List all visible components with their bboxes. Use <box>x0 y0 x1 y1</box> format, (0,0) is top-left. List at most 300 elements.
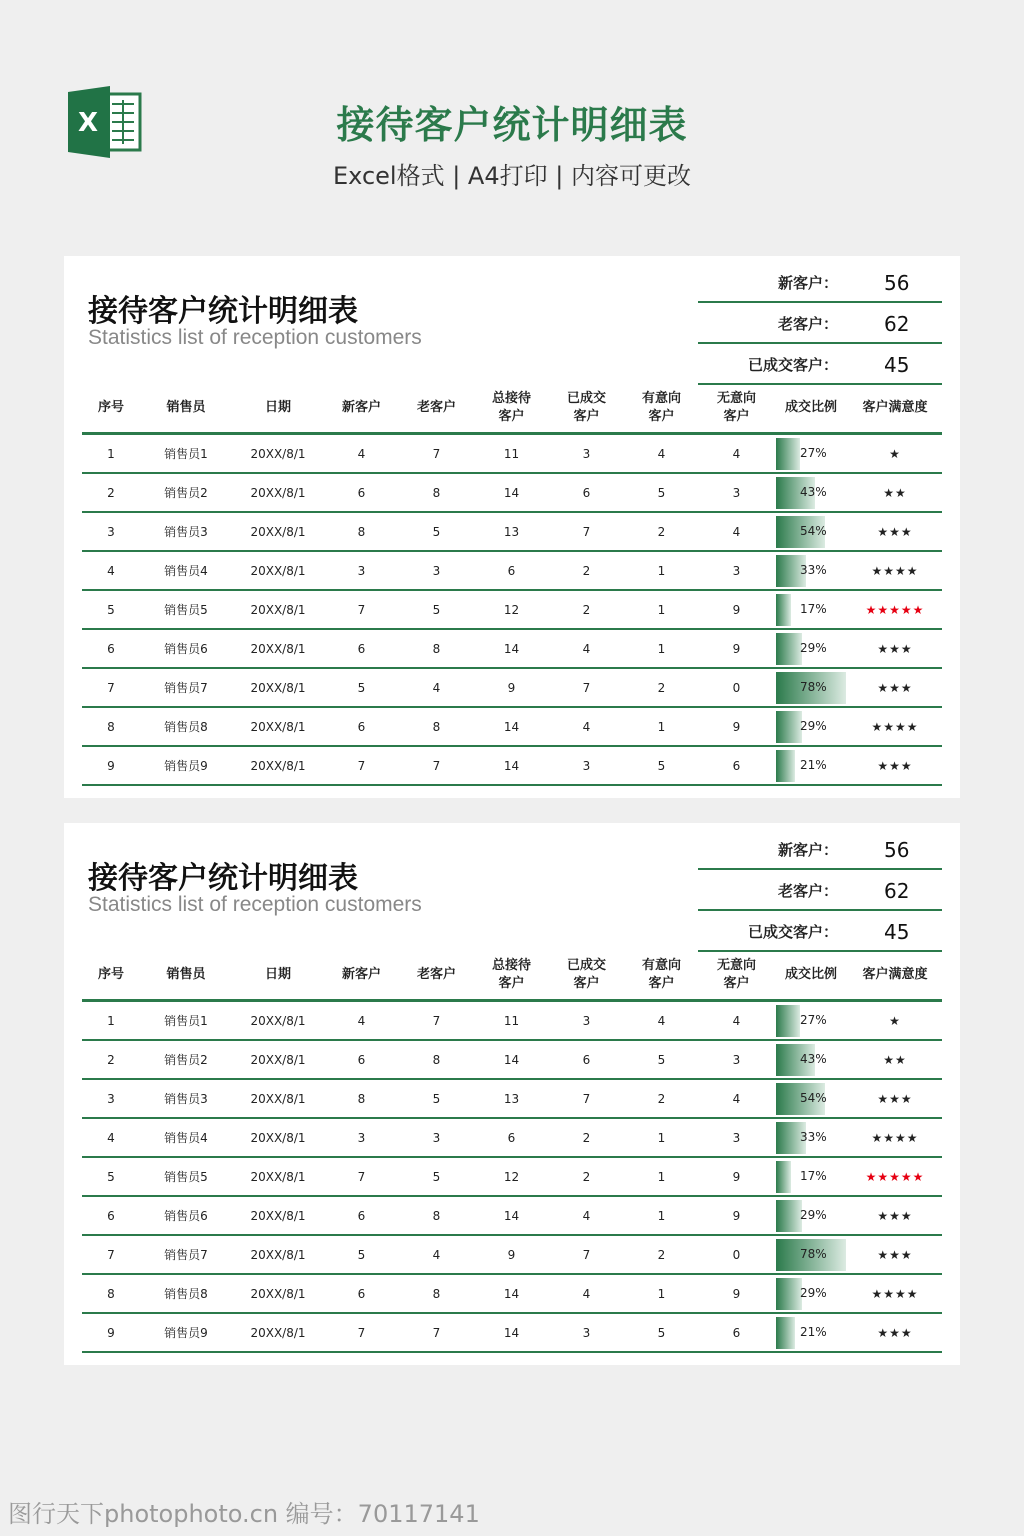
column-header: 总接待 客户 <box>474 384 549 434</box>
satisfaction-stars: ★★ <box>848 473 942 512</box>
rate-label: 17% <box>800 602 827 616</box>
cell-old: 4 <box>399 1235 474 1274</box>
cell-rate <box>774 1274 848 1313</box>
summary-row <box>698 829 942 870</box>
cell-no: 7 <box>82 668 140 707</box>
cell-total: 14 <box>474 746 549 785</box>
cell-total: 12 <box>474 1157 549 1196</box>
satisfaction-stars: ★ <box>848 434 942 474</box>
cell-no: 2 <box>82 1040 140 1079</box>
column-header: 成交比例 <box>774 384 848 434</box>
cell-no: 3 <box>82 512 140 551</box>
cell-rate <box>774 434 848 474</box>
cell-nointent: 0 <box>699 1235 774 1274</box>
rate-label: 17% <box>800 1169 827 1183</box>
satisfaction-stars: ★★★ <box>848 512 942 551</box>
rate-label: 43% <box>800 485 827 499</box>
satisfaction-stars: ★★★ <box>848 1235 942 1274</box>
cell-date: 20XX/8/1 <box>232 1118 324 1157</box>
cell-total: 13 <box>474 1079 549 1118</box>
cell-old: 8 <box>399 473 474 512</box>
cell-intent: 5 <box>624 1313 699 1352</box>
summary-value: 45 <box>884 920 910 944</box>
rate-label: 21% <box>800 758 827 772</box>
table-header-row <box>82 384 942 434</box>
summary-value: 56 <box>884 271 910 295</box>
cell-total: 14 <box>474 707 549 746</box>
cell-new: 5 <box>324 668 399 707</box>
rate-bar <box>776 1161 791 1193</box>
cell-seller: 销售员1 <box>140 434 232 474</box>
summary-row <box>698 262 942 303</box>
cell-new: 5 <box>324 1235 399 1274</box>
rate-label: 29% <box>800 1286 827 1300</box>
rate-label: 27% <box>800 1013 827 1027</box>
rate-bar <box>776 1200 802 1232</box>
rate-bar <box>776 711 802 743</box>
cell-no: 1 <box>82 1001 140 1041</box>
cell-total: 6 <box>474 551 549 590</box>
cell-intent: 4 <box>624 1001 699 1041</box>
panel-subtitle: Statistics list of reception customers <box>88 893 422 916</box>
cell-deal: 6 <box>549 1040 624 1079</box>
satisfaction-stars: ★★★★★ <box>848 590 942 629</box>
cell-intent: 1 <box>624 629 699 668</box>
cell-total: 11 <box>474 434 549 474</box>
svg-text:X: X <box>77 108 99 138</box>
satisfaction-stars: ★★★★ <box>848 1118 942 1157</box>
satisfaction-stars: ★★★ <box>848 668 942 707</box>
cell-seller: 销售员3 <box>140 512 232 551</box>
rate-bar <box>776 438 800 470</box>
column-header: 无意向 客户 <box>699 384 774 434</box>
cell-deal: 2 <box>549 590 624 629</box>
cell-deal: 3 <box>549 746 624 785</box>
cell-no: 7 <box>82 1235 140 1274</box>
cell-old: 5 <box>399 1079 474 1118</box>
column-header: 新客户 <box>324 951 399 1001</box>
cell-intent: 1 <box>624 1118 699 1157</box>
cell-old: 7 <box>399 1313 474 1352</box>
cell-new: 3 <box>324 1118 399 1157</box>
table-row <box>82 1040 942 1079</box>
table-row <box>82 629 942 668</box>
column-header: 客户满意度 <box>848 951 942 1001</box>
rate-bar <box>776 1005 800 1037</box>
cell-deal: 3 <box>549 1001 624 1041</box>
cell-date: 20XX/8/1 <box>232 629 324 668</box>
cell-new: 6 <box>324 1040 399 1079</box>
summary-value: 56 <box>884 838 910 862</box>
cell-deal: 2 <box>549 551 624 590</box>
cell-intent: 5 <box>624 1040 699 1079</box>
column-header: 有意向 客户 <box>624 951 699 1001</box>
cell-nointent: 9 <box>699 590 774 629</box>
cell-new: 6 <box>324 473 399 512</box>
cell-no: 3 <box>82 1079 140 1118</box>
cell-old: 3 <box>399 1118 474 1157</box>
cell-seller: 销售员2 <box>140 473 232 512</box>
cell-new: 6 <box>324 629 399 668</box>
cell-new: 7 <box>324 746 399 785</box>
cell-deal: 6 <box>549 473 624 512</box>
cell-old: 5 <box>399 590 474 629</box>
rate-label: 29% <box>800 719 827 733</box>
table-row <box>82 1157 942 1196</box>
table-header-row <box>82 951 942 1001</box>
rate-bar <box>776 633 802 665</box>
cell-seller: 销售员4 <box>140 551 232 590</box>
summary-label: 已成交客户： <box>747 923 838 941</box>
cell-old: 7 <box>399 434 474 474</box>
satisfaction-stars: ★★★ <box>848 1079 942 1118</box>
cell-new: 3 <box>324 551 399 590</box>
cell-date: 20XX/8/1 <box>232 1274 324 1313</box>
rate-label: 33% <box>800 1130 827 1144</box>
table-row <box>82 1079 942 1118</box>
column-header: 总接待 客户 <box>474 951 549 1001</box>
cell-new: 8 <box>324 1079 399 1118</box>
cell-nointent: 3 <box>699 1040 774 1079</box>
cell-date: 20XX/8/1 <box>232 434 324 474</box>
cell-nointent: 3 <box>699 473 774 512</box>
cell-seller: 销售员5 <box>140 590 232 629</box>
cell-rate <box>774 590 848 629</box>
column-header: 日期 <box>232 384 324 434</box>
cell-rate <box>774 707 848 746</box>
cell-rate <box>774 668 848 707</box>
column-header: 老客户 <box>399 951 474 1001</box>
page-subtitle: Excel格式 | A4打印 | 内容可更改 <box>333 162 691 190</box>
cell-nointent: 9 <box>699 629 774 668</box>
cell-new: 7 <box>324 1157 399 1196</box>
cell-total: 9 <box>474 1235 549 1274</box>
column-header: 序号 <box>82 951 140 1001</box>
satisfaction-stars: ★★★ <box>848 746 942 785</box>
summary-label: 老客户： <box>777 315 838 333</box>
cell-deal: 3 <box>549 434 624 474</box>
cell-nointent: 6 <box>699 1313 774 1352</box>
table-row <box>82 1235 942 1274</box>
cell-no: 6 <box>82 629 140 668</box>
summary-value: 45 <box>884 353 910 377</box>
cell-new: 6 <box>324 1274 399 1313</box>
cell-rate <box>774 551 848 590</box>
column-header: 销售员 <box>140 384 232 434</box>
cell-nointent: 3 <box>699 551 774 590</box>
cell-seller: 销售员2 <box>140 1040 232 1079</box>
satisfaction-stars: ★★★★★ <box>848 1157 942 1196</box>
panel-title: 接待客户统计明细表 <box>88 294 358 329</box>
cell-seller: 销售员7 <box>140 668 232 707</box>
cell-nointent: 6 <box>699 746 774 785</box>
summary-row <box>698 303 942 344</box>
rate-bar <box>776 594 791 626</box>
rate-bar <box>776 750 795 782</box>
column-header: 已成交 客户 <box>549 384 624 434</box>
cell-no: 8 <box>82 1274 140 1313</box>
cell-old: 4 <box>399 668 474 707</box>
cell-intent: 2 <box>624 668 699 707</box>
table-row <box>82 512 942 551</box>
table-row <box>82 668 942 707</box>
cell-intent: 2 <box>624 512 699 551</box>
satisfaction-stars: ★★★★ <box>848 1274 942 1313</box>
cell-nointent: 9 <box>699 1196 774 1235</box>
rate-label: 78% <box>800 680 827 694</box>
cell-intent: 1 <box>624 1274 699 1313</box>
cell-no: 4 <box>82 1118 140 1157</box>
cell-deal: 7 <box>549 1079 624 1118</box>
rate-label: 54% <box>800 1091 827 1105</box>
cell-date: 20XX/8/1 <box>232 746 324 785</box>
cell-new: 4 <box>324 1001 399 1041</box>
cell-intent: 5 <box>624 746 699 785</box>
summary-row <box>698 870 942 911</box>
cell-deal: 4 <box>549 1196 624 1235</box>
cell-seller: 销售员3 <box>140 1079 232 1118</box>
cell-intent: 1 <box>624 707 699 746</box>
cell-deal: 2 <box>549 1157 624 1196</box>
rate-label: 43% <box>800 1052 827 1066</box>
rate-label: 21% <box>800 1325 827 1339</box>
cell-total: 14 <box>474 1313 549 1352</box>
cell-date: 20XX/8/1 <box>232 707 324 746</box>
cell-old: 3 <box>399 551 474 590</box>
summary-label: 已成交客户： <box>747 356 838 374</box>
cell-intent: 5 <box>624 473 699 512</box>
cell-seller: 销售员8 <box>140 1274 232 1313</box>
cell-rate <box>774 1196 848 1235</box>
cell-old: 5 <box>399 512 474 551</box>
cell-rate <box>774 1040 848 1079</box>
cell-intent: 1 <box>624 1196 699 1235</box>
column-header: 老客户 <box>399 384 474 434</box>
cell-date: 20XX/8/1 <box>232 512 324 551</box>
cell-old: 8 <box>399 707 474 746</box>
table-row <box>82 1313 942 1352</box>
cell-new: 6 <box>324 707 399 746</box>
panel-title: 接待客户统计明细表 <box>88 861 358 896</box>
cell-date: 20XX/8/1 <box>232 1313 324 1352</box>
cell-no: 2 <box>82 473 140 512</box>
summary-label: 老客户： <box>777 882 838 900</box>
cell-seller: 销售员8 <box>140 707 232 746</box>
column-header: 有意向 客户 <box>624 384 699 434</box>
cell-old: 5 <box>399 1157 474 1196</box>
cell-new: 6 <box>324 1196 399 1235</box>
satisfaction-stars: ★★★ <box>848 1196 942 1235</box>
cell-intent: 1 <box>624 1157 699 1196</box>
column-header: 销售员 <box>140 951 232 1001</box>
page-title: 接待客户统计明细表 <box>336 103 688 147</box>
cell-no: 1 <box>82 434 140 474</box>
cell-rate <box>774 1313 848 1352</box>
cell-no: 8 <box>82 707 140 746</box>
column-header: 无意向 客户 <box>699 951 774 1001</box>
satisfaction-stars: ★★★★ <box>848 551 942 590</box>
cell-seller: 销售员9 <box>140 746 232 785</box>
cell-no: 9 <box>82 1313 140 1352</box>
cell-total: 12 <box>474 590 549 629</box>
table-row <box>82 434 942 474</box>
cell-new: 7 <box>324 590 399 629</box>
rate-label: 27% <box>800 446 827 460</box>
cell-intent: 2 <box>624 1235 699 1274</box>
summary-box <box>698 829 942 952</box>
cell-total: 13 <box>474 512 549 551</box>
cell-nointent: 4 <box>699 1001 774 1041</box>
table-panel <box>64 823 960 1365</box>
satisfaction-stars: ★★★ <box>848 1313 942 1352</box>
cell-intent: 4 <box>624 434 699 474</box>
cell-date: 20XX/8/1 <box>232 1040 324 1079</box>
cell-seller: 销售员6 <box>140 629 232 668</box>
cell-deal: 2 <box>549 1118 624 1157</box>
cell-date: 20XX/8/1 <box>232 1157 324 1196</box>
cell-rate <box>774 1157 848 1196</box>
satisfaction-stars: ★★★ <box>848 629 942 668</box>
cell-nointent: 4 <box>699 434 774 474</box>
rate-label: 54% <box>800 524 827 538</box>
cell-date: 20XX/8/1 <box>232 1196 324 1235</box>
cell-new: 7 <box>324 1313 399 1352</box>
column-header: 客户满意度 <box>848 384 942 434</box>
cell-nointent: 9 <box>699 707 774 746</box>
cell-seller: 销售员4 <box>140 1118 232 1157</box>
cell-date: 20XX/8/1 <box>232 1001 324 1041</box>
column-header: 成交比例 <box>774 951 848 1001</box>
cell-date: 20XX/8/1 <box>232 668 324 707</box>
cell-new: 8 <box>324 512 399 551</box>
cell-nointent: 0 <box>699 668 774 707</box>
summary-label: 新客户： <box>777 841 838 859</box>
column-header: 日期 <box>232 951 324 1001</box>
cell-rate <box>774 629 848 668</box>
cell-rate <box>774 1235 848 1274</box>
cell-date: 20XX/8/1 <box>232 1235 324 1274</box>
cell-nointent: 3 <box>699 1118 774 1157</box>
cell-rate <box>774 1001 848 1041</box>
cell-seller: 销售员7 <box>140 1235 232 1274</box>
summary-row <box>698 911 942 952</box>
column-header: 已成交 客户 <box>549 951 624 1001</box>
cell-new: 4 <box>324 434 399 474</box>
cell-nointent: 4 <box>699 512 774 551</box>
cell-intent: 2 <box>624 1079 699 1118</box>
rate-bar <box>776 1278 802 1310</box>
cell-rate <box>774 473 848 512</box>
cell-date: 20XX/8/1 <box>232 551 324 590</box>
cell-date: 20XX/8/1 <box>232 590 324 629</box>
cell-rate <box>774 1118 848 1157</box>
rate-label: 33% <box>800 563 827 577</box>
summary-box <box>698 262 942 385</box>
cell-total: 11 <box>474 1001 549 1041</box>
cell-date: 20XX/8/1 <box>232 473 324 512</box>
cell-nointent: 4 <box>699 1079 774 1118</box>
cell-no: 9 <box>82 746 140 785</box>
satisfaction-stars: ★★★★ <box>848 707 942 746</box>
cell-nointent: 9 <box>699 1157 774 1196</box>
table-panel <box>64 256 960 798</box>
table-row <box>82 1196 942 1235</box>
cell-total: 14 <box>474 473 549 512</box>
table-row <box>82 473 942 512</box>
cell-total: 14 <box>474 1196 549 1235</box>
cell-old: 7 <box>399 1001 474 1041</box>
cell-no: 5 <box>82 590 140 629</box>
table-row <box>82 746 942 785</box>
cell-seller: 销售员1 <box>140 1001 232 1041</box>
cell-rate <box>774 746 848 785</box>
table-row <box>82 1274 942 1313</box>
satisfaction-stars: ★★ <box>848 1040 942 1079</box>
cell-date: 20XX/8/1 <box>232 1079 324 1118</box>
cell-no: 6 <box>82 1196 140 1235</box>
table-row <box>82 551 942 590</box>
table-row <box>82 707 942 746</box>
rate-bar <box>776 1317 795 1349</box>
rate-label: 78% <box>800 1247 827 1261</box>
summary-label: 新客户： <box>777 274 838 292</box>
cell-old: 8 <box>399 1040 474 1079</box>
cell-deal: 4 <box>549 629 624 668</box>
table-row <box>82 1001 942 1041</box>
table-row <box>82 1118 942 1157</box>
satisfaction-stars: ★ <box>848 1001 942 1041</box>
cell-nointent: 9 <box>699 1274 774 1313</box>
cell-intent: 1 <box>624 590 699 629</box>
summary-value: 62 <box>884 879 910 903</box>
data-table <box>82 384 942 786</box>
rate-label: 29% <box>800 1208 827 1222</box>
table-row <box>82 590 942 629</box>
cell-old: 8 <box>399 1196 474 1235</box>
cell-deal: 7 <box>549 1235 624 1274</box>
column-header: 新客户 <box>324 384 399 434</box>
cell-rate <box>774 1079 848 1118</box>
cell-total: 14 <box>474 1040 549 1079</box>
cell-intent: 1 <box>624 551 699 590</box>
cell-no: 5 <box>82 1157 140 1196</box>
cell-rate <box>774 512 848 551</box>
summary-row <box>698 344 942 385</box>
cell-total: 14 <box>474 1274 549 1313</box>
panel-subtitle: Statistics list of reception customers <box>88 326 422 349</box>
cell-total: 6 <box>474 1118 549 1157</box>
cell-seller: 销售员9 <box>140 1313 232 1352</box>
cell-seller: 销售员6 <box>140 1196 232 1235</box>
column-header: 序号 <box>82 384 140 434</box>
summary-value: 62 <box>884 312 910 336</box>
watermark-text: 图行天下photophoto.cn 编号：70117141 <box>8 1500 480 1528</box>
cell-old: 8 <box>399 1274 474 1313</box>
data-table <box>82 951 942 1353</box>
cell-deal: 7 <box>549 512 624 551</box>
cell-deal: 7 <box>549 668 624 707</box>
cell-old: 8 <box>399 629 474 668</box>
cell-seller: 销售员5 <box>140 1157 232 1196</box>
cell-deal: 3 <box>549 1313 624 1352</box>
rate-label: 29% <box>800 641 827 655</box>
cell-no: 4 <box>82 551 140 590</box>
cell-deal: 4 <box>549 707 624 746</box>
cell-deal: 4 <box>549 1274 624 1313</box>
cell-old: 7 <box>399 746 474 785</box>
cell-total: 9 <box>474 668 549 707</box>
cell-total: 14 <box>474 629 549 668</box>
